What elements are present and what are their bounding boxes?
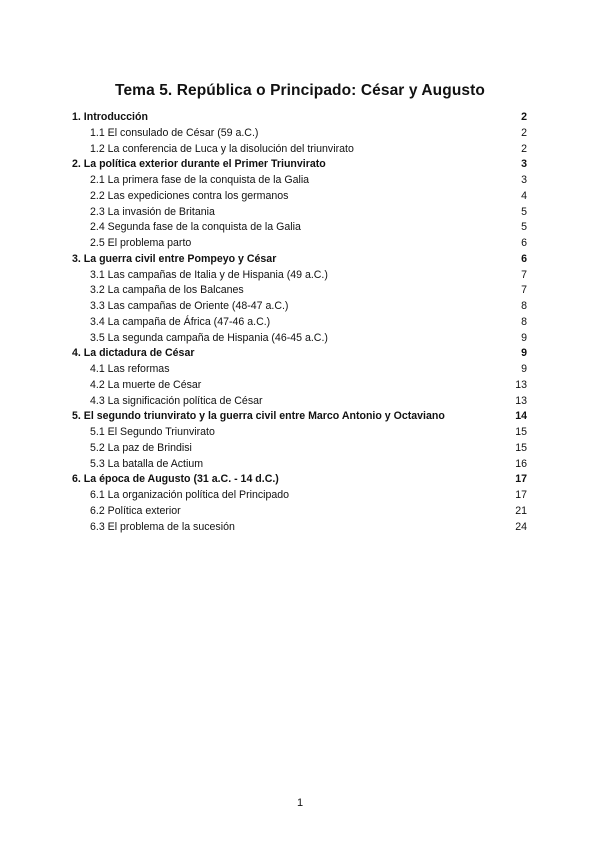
toc-entry-label: 3.5 La segunda campaña de Hispania (46-45 a.C.) — [90, 331, 328, 344]
toc-entry-page: 9 — [521, 347, 527, 360]
toc-section-entry[interactable] — [72, 346, 527, 362]
toc-subsection-entry[interactable] — [72, 283, 527, 299]
toc-subsection-entry[interactable] — [72, 441, 527, 457]
toc-entry-page: 15 — [515, 426, 527, 438]
document-title: Tema 5. República o Principado: César y Augusto — [115, 82, 485, 100]
toc-entry-label: 6.3 El problema de la sucesión — [90, 520, 235, 533]
toc-entry-label: 5.3 La batalla de Actium — [90, 457, 204, 470]
toc-subsection-entry[interactable] — [72, 315, 527, 331]
toc-subsection-entry[interactable] — [72, 457, 527, 473]
toc-section-entry[interactable] — [72, 472, 527, 488]
toc-entry-label: 3.1 Las campañas de Italia y de Hispania (49 a.C.) — [90, 268, 328, 281]
toc-subsection-entry[interactable] — [72, 520, 527, 536]
page-number: 1 — [296, 797, 304, 809]
toc-entry-page: 3 — [521, 174, 527, 186]
toc-entry-label: 2.1 La primera fase de la conquista de la Galia — [90, 174, 310, 186]
toc-subsection-entry[interactable] — [72, 331, 527, 347]
toc-entry-label: 3. La guerra civil entre Pompeyo y César — [72, 252, 277, 265]
toc-entry-page: 8 — [521, 300, 527, 312]
toc-subsection-entry[interactable] — [72, 268, 527, 284]
toc-entry-page: 5 — [521, 205, 527, 218]
toc-entry-page: 2 — [521, 111, 527, 123]
toc-entry-page: 17 — [515, 473, 527, 486]
toc-section-entry[interactable] — [72, 409, 527, 425]
toc-subsection-entry[interactable] — [72, 504, 527, 520]
toc-entry-label: 4.1 Las reformas — [90, 363, 170, 375]
toc-entry-label: 3.4 La campaña de África (47-46 a.C.) — [90, 315, 271, 328]
toc-entry-label: 5. El segundo triunvirato y la guerra civil entre Marco Antonio y Octaviano — [72, 410, 445, 423]
toc-section-entry[interactable] — [72, 252, 527, 268]
toc-section-entry[interactable] — [72, 157, 527, 173]
toc-entry-page: 13 — [515, 378, 527, 391]
toc-entry-page: 5 — [521, 221, 527, 234]
toc-subsection-entry[interactable] — [72, 425, 527, 441]
toc-entry-page: 17 — [515, 489, 527, 501]
toc-entry-label: 2.2 Las expediciones contra los germanos — [90, 189, 289, 202]
toc-entry-label: 2.3 La invasión de Britania — [90, 205, 215, 218]
toc-subsection-entry[interactable] — [72, 362, 527, 378]
toc-entry-page: 9 — [521, 363, 527, 375]
toc-section-entry[interactable] — [72, 110, 527, 126]
toc-entry-label: 1.2 La conferencia de Luca y la disolución del triunvirato — [90, 142, 354, 155]
toc-subsection-entry[interactable] — [72, 173, 527, 189]
toc-entry-label: 5.2 La paz de Brindisi — [90, 441, 192, 454]
toc-subsection-entry[interactable] — [72, 236, 527, 252]
toc-entry-page: 6 — [521, 252, 527, 265]
toc-entry-label: 2. La política exterior durante el Primer Triunvirato — [72, 158, 326, 171]
toc-entry-page: 3 — [521, 158, 527, 171]
toc-entry-label: 4.3 La significación política de César — [90, 394, 263, 407]
toc-entry-page: 6 — [521, 237, 527, 249]
toc-subsection-entry[interactable] — [72, 126, 527, 142]
toc-entry-label: 6.2 Política exterior — [90, 504, 181, 517]
toc-subsection-entry[interactable] — [72, 220, 527, 236]
toc-subsection-entry[interactable] — [72, 378, 527, 394]
toc-entry-page: 13 — [515, 394, 527, 407]
toc-subsection-entry[interactable] — [72, 189, 527, 205]
toc-entry-page: 24 — [515, 520, 527, 533]
toc-entry-page: 2 — [521, 126, 527, 139]
toc-entry-page: 15 — [515, 441, 527, 454]
toc-entry-page: 8 — [521, 315, 527, 328]
toc-subsection-entry[interactable] — [72, 394, 527, 410]
toc-entry-label: 3.3 Las campañas de Oriente (48-47 a.C.) — [90, 300, 289, 312]
toc-entry-page: 4 — [521, 189, 527, 202]
toc-entry-page: 21 — [515, 504, 527, 517]
toc-entry-page: 7 — [521, 284, 527, 297]
toc-entry-page: 7 — [521, 268, 527, 281]
toc-entry-page: 16 — [515, 457, 527, 470]
toc-entry-page: 14 — [515, 410, 527, 423]
toc-entry-label: 2.5 El problema parto — [90, 237, 192, 249]
toc-entry-label: 1. Introducción — [72, 111, 148, 123]
toc-entry-label: 5.1 El Segundo Triunvirato — [90, 426, 215, 438]
toc-entry-label: 4. La dictadura de César — [72, 347, 195, 360]
toc-entry-page: 9 — [521, 331, 527, 344]
toc-entry-label: 1.1 El consulado de César (59 a.C.) — [90, 126, 259, 139]
toc-entry-page: 2 — [521, 142, 527, 155]
toc-entry-label: 4.2 La muerte de César — [90, 378, 202, 391]
toc-entry-label: 2.4 Segunda fase de la conquista de la Galia — [90, 221, 301, 234]
toc-entry-label: 6.1 La organización política del Principado — [90, 489, 290, 501]
toc-entry-label: 6. La época de Augusto (31 a.C. - 14 d.C.) — [72, 473, 279, 486]
toc-subsection-entry[interactable] — [72, 205, 527, 221]
toc-subsection-entry[interactable] — [72, 142, 527, 158]
toc-subsection-entry[interactable] — [72, 488, 527, 504]
table-of-contents — [72, 110, 527, 535]
toc-entry-label: 3.2 La campaña de los Balcanes — [90, 284, 244, 297]
toc-subsection-entry[interactable] — [72, 299, 527, 315]
